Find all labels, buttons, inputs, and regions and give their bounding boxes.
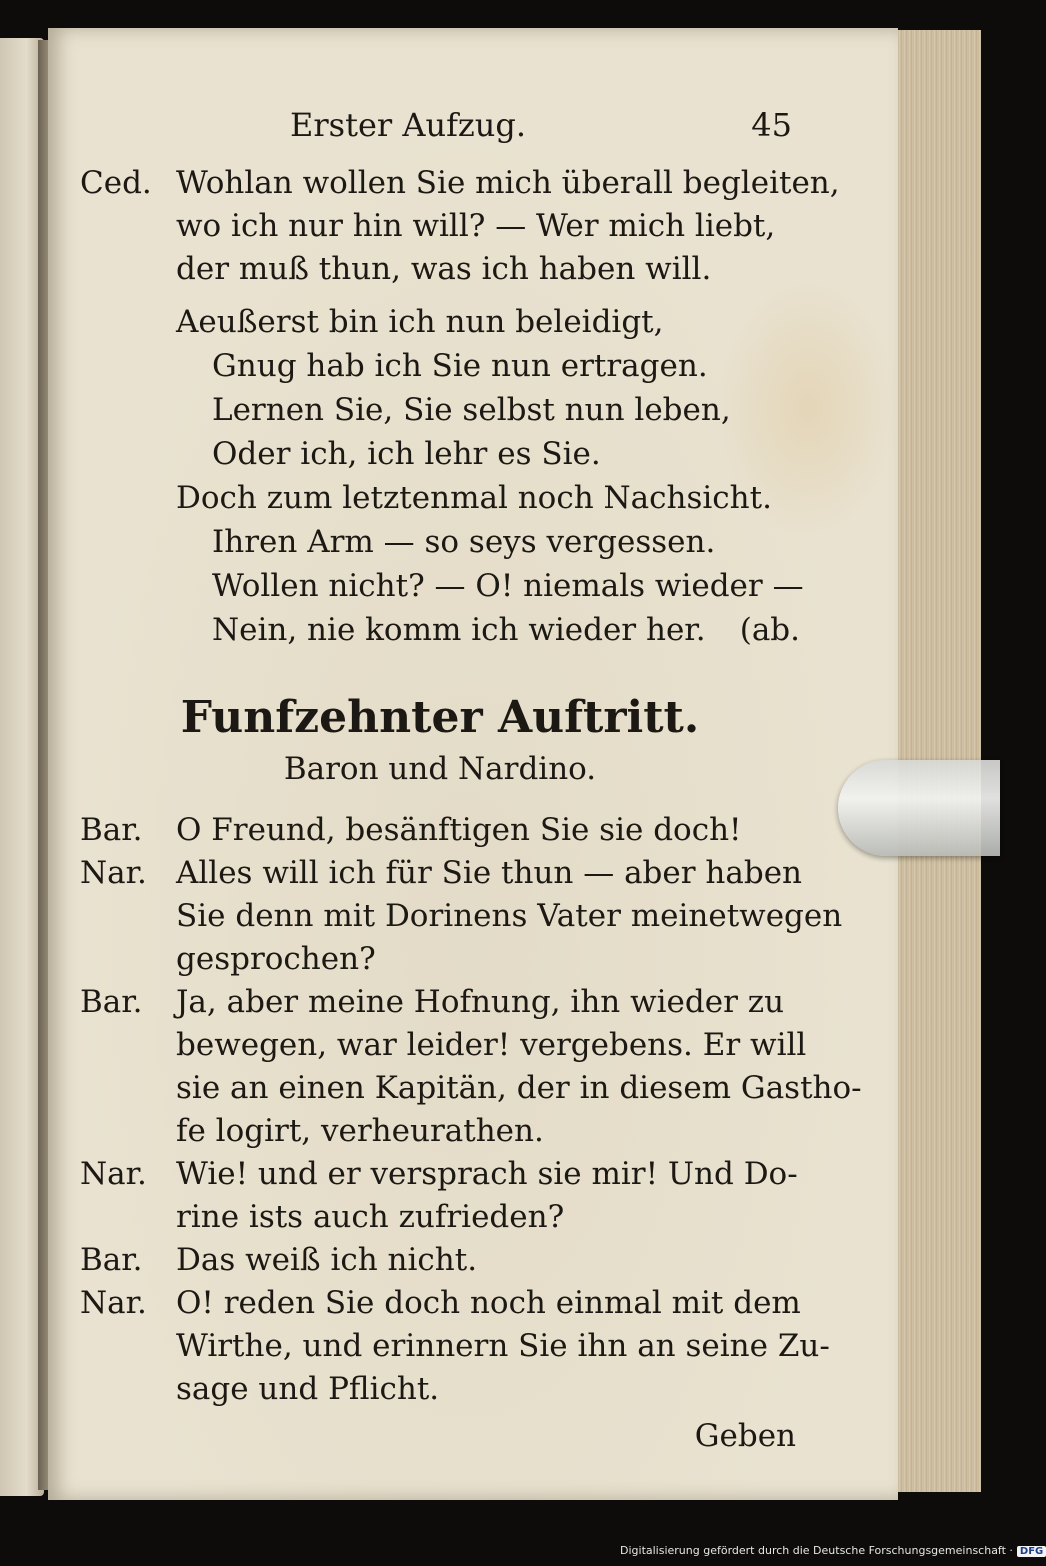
verse-line: Oder ich, ich lehr es Sie.	[212, 436, 601, 472]
dfg-logo-icon: DFG	[1017, 1546, 1046, 1557]
speech-line: sie an einen Kapitän, der in diesem Gastho-	[176, 1070, 862, 1106]
verse-line: Lernen Sie, Sie selbst nun leben,	[212, 392, 731, 428]
speech-lines	[176, 162, 840, 291]
speaker-label: Nar.	[80, 1156, 147, 1192]
speech-line: Wirthe, und erinnern Sie ihn an seine Zu-	[176, 1328, 830, 1364]
speech-lines	[176, 981, 862, 1153]
speech-line: Ja, aber meine Hofnung, ihn wieder zu	[176, 984, 785, 1020]
speech-lines	[176, 809, 800, 852]
dialogue-speech	[80, 1239, 800, 1282]
verse-line: Gnug hab ich Sie nun ertragen.	[212, 348, 708, 384]
speech-line: rine ists auch zufrieden?	[176, 1199, 565, 1235]
dialogue-speech	[80, 852, 843, 981]
speaker-label: Bar.	[80, 984, 143, 1020]
verse-line-with-direction	[176, 609, 800, 652]
speech-line: der muß thun, was ich haben will.	[176, 251, 712, 287]
page-text	[80, 100, 862, 1458]
page-clip	[838, 760, 1000, 856]
stage-direction: (ab.	[739, 612, 800, 648]
speech-line: O! reden Sie doch noch einmal mit dem	[176, 1285, 801, 1321]
speech-line: O Freund, besänftigen Sie sie doch!	[176, 812, 742, 848]
speaker-label: Bar.	[80, 1242, 143, 1278]
speech-lines	[176, 1282, 830, 1411]
page-header	[80, 100, 800, 162]
speech-line: bewegen, war leider! vergebens. Er will	[176, 1027, 807, 1063]
speech-line: wo ich nur hin will? — Wer mich liebt,	[176, 208, 776, 244]
speech-lines	[176, 1239, 800, 1282]
catchword: Geben	[694, 1418, 796, 1454]
speech-line: Alles will ich für Sie thun — aber haben	[176, 855, 803, 891]
speaker-label: Nar.	[80, 1285, 147, 1321]
verse-line: Aeußerst bin ich nun beleidigt,	[176, 304, 664, 340]
page-number: 45	[751, 106, 792, 144]
speaker-label: Ced.	[80, 165, 152, 201]
speech-line: Das weiß ich nicht.	[176, 1242, 478, 1278]
scene-title: Funfzehnter Auftritt.	[180, 692, 700, 743]
speaker-label: Nar.	[80, 855, 147, 891]
speech-line: Wie! und er versprach sie mir! Und Do-	[176, 1156, 798, 1192]
dialogue-speech	[80, 1282, 830, 1411]
digitization-credit	[620, 1544, 1044, 1564]
running-title: Erster Aufzug.	[290, 106, 527, 144]
speech-line: Sie denn mit Dorinens Vater meinetwegen	[176, 898, 843, 934]
speech-cedrina	[80, 162, 840, 291]
speaker-label: Bar.	[80, 812, 143, 848]
speech-line: sage und Pflicht.	[176, 1371, 440, 1407]
dialogue-speech	[80, 981, 862, 1153]
speech-lines	[176, 1153, 800, 1239]
verse-line: Wollen nicht? — O! niemals wieder —	[212, 568, 804, 604]
verse-line: Doch zum letztenmal noch Nachsicht.	[176, 480, 772, 516]
credit-text: Digitalisierung gefördert durch die Deutsche Forschungsgemeinschaft ·	[620, 1544, 1013, 1557]
verse-block	[80, 301, 804, 652]
dialogue-speech	[80, 1153, 800, 1239]
verse-line: Nein, nie komm ich wieder her.	[212, 612, 706, 648]
dialogue-speech	[80, 809, 800, 852]
speech-lines	[176, 852, 842, 981]
speech-line: Wohlan wollen Sie mich überall begleiten,	[176, 165, 840, 201]
verse-line: Ihren Arm — so seys vergessen.	[212, 524, 716, 560]
scene-characters: Baron und Nardino.	[283, 751, 597, 787]
speech-line: gesprochen?	[176, 941, 376, 977]
speech-line: fe logirt, verheurathen.	[176, 1113, 544, 1149]
